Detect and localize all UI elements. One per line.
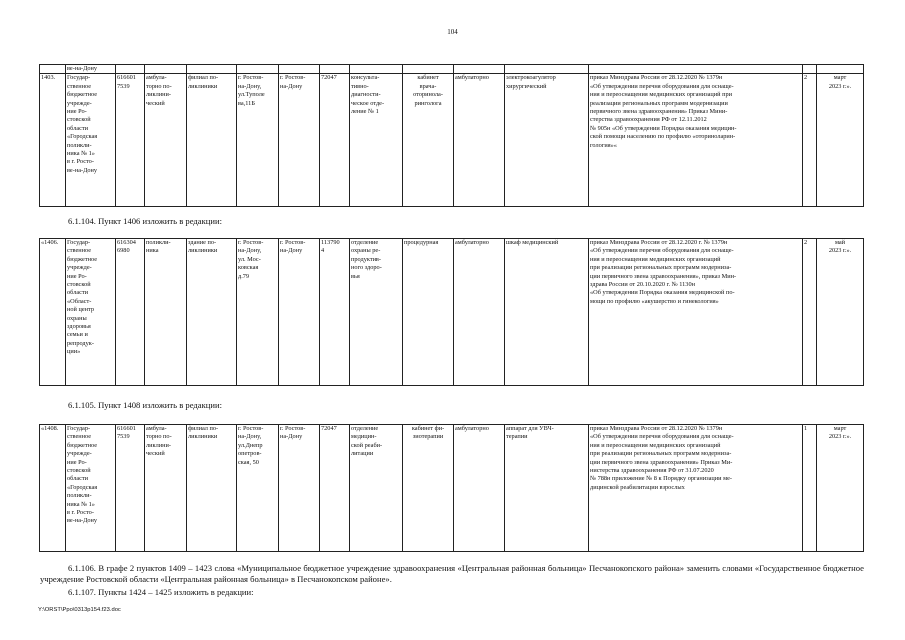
city-cell: г. Ростов- на-Дону <box>279 74 320 207</box>
equipment-cell: аппарат для УВЧ- терапии <box>505 425 589 552</box>
code-cell: 72047 <box>320 74 350 207</box>
table-row <box>40 65 864 74</box>
item-number: «1408. <box>40 425 66 552</box>
organization-cell: Государ- ственное бюджетное учрежде- ние Ро- стовской области «Городская поликли- ника № 1» в г. Росто- ве-на-Дону <box>66 425 116 552</box>
file-path-footer: Y:\ORST\Ppo\0313p154.f23.doc <box>38 607 121 613</box>
table-cell: ве-на-Дону <box>66 65 116 74</box>
item-number: 1403. <box>40 74 66 207</box>
conditions-cell: амбулаторно <box>454 74 505 207</box>
basis-cell: приказ Минздрава России от 28.12.2020 № 1379н «Об утверждении перечня оборудования для оснаще- ния и переоснащения медицинских организаций при реализации региональных программ модерниза- ции первичного звена здравоохранения» Приказ Ми- нистерства здравоохранения РФ от 31.07.2020 № 788н приложение № 8 к Порядку организации ме- дицинской реабилитации взрослых <box>589 425 803 552</box>
quantity-cell: 2 <box>803 74 817 207</box>
department-cell: отделение охраны ре- продуктив- ного здоро- вья <box>350 239 403 386</box>
table-row <box>40 425 864 552</box>
inn-cell: 616304 6980 <box>116 239 145 386</box>
equipment-cell: шкаф медицинский <box>505 239 589 386</box>
subdivision-cell: филиал по- ликлиники <box>187 74 237 207</box>
city-cell: г. Ростов- на-Дону <box>279 239 320 386</box>
conditions-cell: амбулаторно <box>454 239 505 386</box>
room-cell: процедурная <box>403 239 454 386</box>
page-number: 104 <box>447 28 458 36</box>
paragraph-6-1-107: 6.1.107. Пункты 1424 – 1425 изложить в редакции: <box>68 587 254 597</box>
department-cell: консульта- тивно- диагности- ческое отде- ление № 1 <box>350 74 403 207</box>
subdivision-cell: филиал по- ликлиники <box>187 425 237 552</box>
equipment-table-1408 <box>39 424 864 552</box>
equipment-table-1406 <box>39 238 864 386</box>
equipment-table-1403 <box>39 64 864 207</box>
paragraph-6-1-104: 6.1.104. Пункт 1406 изложить в редакции: <box>68 216 222 226</box>
organization-cell: Государ- ственное бюджетное учрежде- ние Ро- стовской области «Област- ной центр охраны здоровья семьи и репродук- ции» <box>66 239 116 386</box>
table-row <box>40 239 864 386</box>
code-cell: 113790 4 <box>320 239 350 386</box>
subdivision-cell: здание по- ликлиники <box>187 239 237 386</box>
room-cell: кабинет фи- зиотерапии <box>403 425 454 552</box>
conditions-cell: амбулаторно <box>454 425 505 552</box>
quantity-cell: 1 <box>803 425 817 552</box>
paragraph-6-1-105: 6.1.105. Пункт 1408 изложить в редакции: <box>68 400 222 410</box>
paragraph-6-1-106: 6.1.106. В графе 2 пунктов 1409 – 1423 слова «Муниципальное бюджетное учреждение здравоохранения «Центральная районная больница» Песчанокопского района» заменить словами «Государственное бюджетное учреждение Ростовской области «Центральная районная больница» в Песчанокопском районе». <box>40 563 864 584</box>
address-cell: г. Ростов- на-Дону, ул.Туполе ва,11Б <box>237 74 279 207</box>
table-row <box>40 74 864 207</box>
address-cell: г. Ростов- на-Дону, ул. Мос- ковская д.79 <box>237 239 279 386</box>
room-cell: кабинет врача- оторинола- ринголога <box>403 74 454 207</box>
term-cell: март 2023 г.». <box>817 74 864 207</box>
type-cell: амбула- торно по- ликлини- ческий <box>145 74 187 207</box>
city-cell: г. Ростов- на-Дону <box>279 425 320 552</box>
basis-cell: приказ Минздрава России от 28.12.2020 г. № 1379н «Об утверждении перечня оборудования для оснаще- ния и переоснащения медицинских организаций при реализации региональных программ модерниза- ции первичного звена здравоохранения», приказ Мин- здрава России от 20.10.2020 г. № 1130н «Об утверждении Порядка оказания медицинской по- мощи по профилю «акушерство и гинекология» <box>589 239 803 386</box>
term-cell: май 2023 г.». <box>817 239 864 386</box>
quantity-cell: 2 <box>803 239 817 386</box>
code-cell: 72047 <box>320 425 350 552</box>
equipment-cell: электрокоагулятор хирургический <box>505 74 589 207</box>
item-number: «1406. <box>40 239 66 386</box>
term-cell: март 2023 г.». <box>817 425 864 552</box>
address-cell: г. Ростов- на-Дону, ул.Днепр опетров- ская, 50 <box>237 425 279 552</box>
department-cell: отделение медицин- ской реаби- литации <box>350 425 403 552</box>
basis-cell: приказ Минздрава России от 28.12.2020 № 1379н «Об утверждении перечня оборудования для оснаще- ния и переоснащения медицинских организаций при реализации региональных программ модернизации первичного звена здравоохранения» Приказ Мини- стерства здравоохранения РФ от 12.11.2012 № 905н «Об утверждении Порядка оказания медицин- ской помощи населению по профилю «оториноларин- гология»« <box>589 74 803 207</box>
inn-cell: 616601 7539 <box>116 425 145 552</box>
type-cell: амбула- торно по- ликлини- ческий <box>145 425 187 552</box>
type-cell: поликли- ника <box>145 239 187 386</box>
organization-cell: Государ- ственное бюджетное учрежде- ние Ро- стовской области «Городская поликли- ника № 1» в г. Росто- ве-на-Дону <box>66 74 116 207</box>
inn-cell: 616601 7539 <box>116 74 145 207</box>
